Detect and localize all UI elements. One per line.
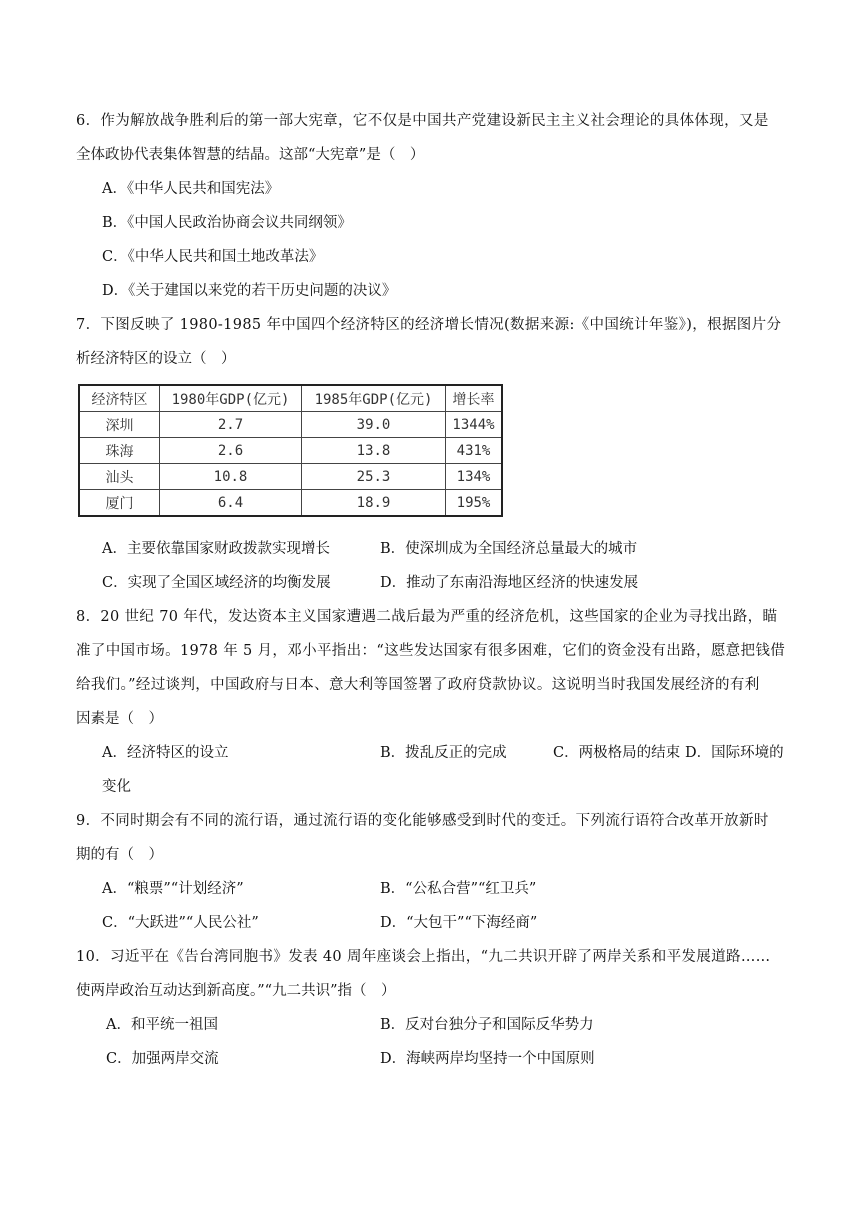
q8-stem-line2: 准了中国市场。1978 年 5 月，邓小平指出：“这些发达国家有很多困难，它们的资金没有出路，愿意把钱借 xyxy=(76,643,786,659)
q7-stem-line2: 析经济特区的设立（ ） xyxy=(76,351,236,367)
q8-stem-line3: 给我们。”经过谈判，中国政府与日本、意大利等国签署了政府贷款协议。这说明当时我国发展经济的有利 xyxy=(76,677,760,693)
q6-stem-line2: 全体政协代表集体智慧的结晶。这部“大宪章”是（ ） xyxy=(76,147,425,163)
q6-option-d: D．《关于建国以来党的若干历史问题的决议》 xyxy=(102,283,397,299)
q9-option-c: C．“大跃进”“人民公社” xyxy=(102,915,259,931)
table-row xyxy=(79,412,502,438)
q7-option-c: C．实现了全国区域经济的均衡发展 xyxy=(102,575,331,591)
q6-option-a: A．《中华人民共和国宪法》 xyxy=(102,181,280,197)
table-cell: 珠海 xyxy=(79,438,160,464)
q7-stem-line1: 7．下图反映了 1980-1985 年中国四个经济特区的经济增长情况(数据来源:《中国统计年鉴》)，根据图片分 xyxy=(76,317,782,333)
table-row xyxy=(79,438,502,464)
table-cell: 2.6 xyxy=(160,438,302,464)
q9-option-a: A．“粮票”“计划经济” xyxy=(102,881,244,897)
table-cell: 13.8 xyxy=(302,438,446,464)
q8-stem-line1: 8．20 世纪 70 年代，发达资本主义国家遭遇二战后最为严重的经济危机，这些国家的企业为寻找出路，瞄 xyxy=(76,609,778,625)
q6-stem-line1: 6．作为解放战争胜利后的第一部大宪章，它不仅是中国共产党建设新民主主义社会理论的具体体现，又是 xyxy=(76,113,769,129)
q7-option-a: A．主要依靠国家财政拨款实现增长 xyxy=(102,541,330,557)
q10-stem-line1: 10．习近平在《告台湾同胞书》发表 40 周年座谈会上指出，“九二共识开辟了两岸关系和平发展道路…… xyxy=(76,949,771,965)
table-cell: 1344% xyxy=(446,412,503,438)
table-cell: 深圳 xyxy=(79,412,160,438)
q9-stem-line2: 期的有（ ） xyxy=(76,847,163,863)
table-cell: 6.4 xyxy=(160,490,302,517)
q8-option-a: A．经济特区的设立 xyxy=(102,745,229,761)
q10-option-d: D．海峡两岸均坚持一个中国原则 xyxy=(380,1051,595,1067)
table-cell: 431% xyxy=(446,438,503,464)
table-cell: 厦门 xyxy=(79,490,160,517)
q10-stem-line2: 使两岸政治互动达到新高度。”“九二共识”指（ ） xyxy=(76,983,396,999)
table-header-cell: 增长率 xyxy=(446,385,503,412)
q10-option-a: A．和平统一祖国 xyxy=(106,1017,218,1033)
q6-option-b: B．《中国人民政治协商会议共同纲领》 xyxy=(102,215,352,231)
q9-stem-line1: 9．不同时期会有不同的流行语，通过流行语的变化能够感受到时代的变迁。下列流行语符合改革开放新时 xyxy=(76,813,769,829)
table-cell: 2.7 xyxy=(160,412,302,438)
table-cell: 134% xyxy=(446,464,503,490)
table-header-cell: 经济特区 xyxy=(79,385,160,412)
q8-option-c: C．两极格局的结束 xyxy=(553,745,681,761)
q8-stem-line4: 因素是（ ） xyxy=(76,711,163,727)
q9-option-d: D．“大包干”“下海经商” xyxy=(380,915,538,931)
table-row xyxy=(79,464,502,490)
table-row xyxy=(79,490,502,517)
table-cell: 18.9 xyxy=(302,490,446,517)
table-cell: 10.8 xyxy=(160,464,302,490)
gdp-table xyxy=(78,384,503,517)
table-header-cell: 1980年GDP(亿元) xyxy=(160,385,302,412)
table-cell: 39.0 xyxy=(302,412,446,438)
q6-option-c: C．《中华人民共和国土地改革法》 xyxy=(102,249,324,265)
table-cell: 汕头 xyxy=(79,464,160,490)
table-cell: 25.3 xyxy=(302,464,446,490)
table-header-cell: 1985年GDP(亿元) xyxy=(302,385,446,412)
q8-option-b: B．拨乱反正的完成 xyxy=(380,745,507,761)
q10-option-c: C．加强两岸交流 xyxy=(106,1051,219,1067)
q7-option-d: D．推动了东南沿海地区经济的快速发展 xyxy=(380,575,639,591)
q8-option-d: D．国际环境的 xyxy=(685,745,784,761)
table-cell: 195% xyxy=(446,490,503,517)
q8-option-d-wrap: 变化 xyxy=(102,779,131,795)
table-header-row xyxy=(79,385,502,412)
q7-option-b: B．使深圳成为全国经济总量最大的城市 xyxy=(380,541,638,557)
q9-option-b: B．“公私合营”“红卫兵” xyxy=(380,881,537,897)
q10-option-b: B．反对台独分子和国际反华势力 xyxy=(380,1017,594,1033)
